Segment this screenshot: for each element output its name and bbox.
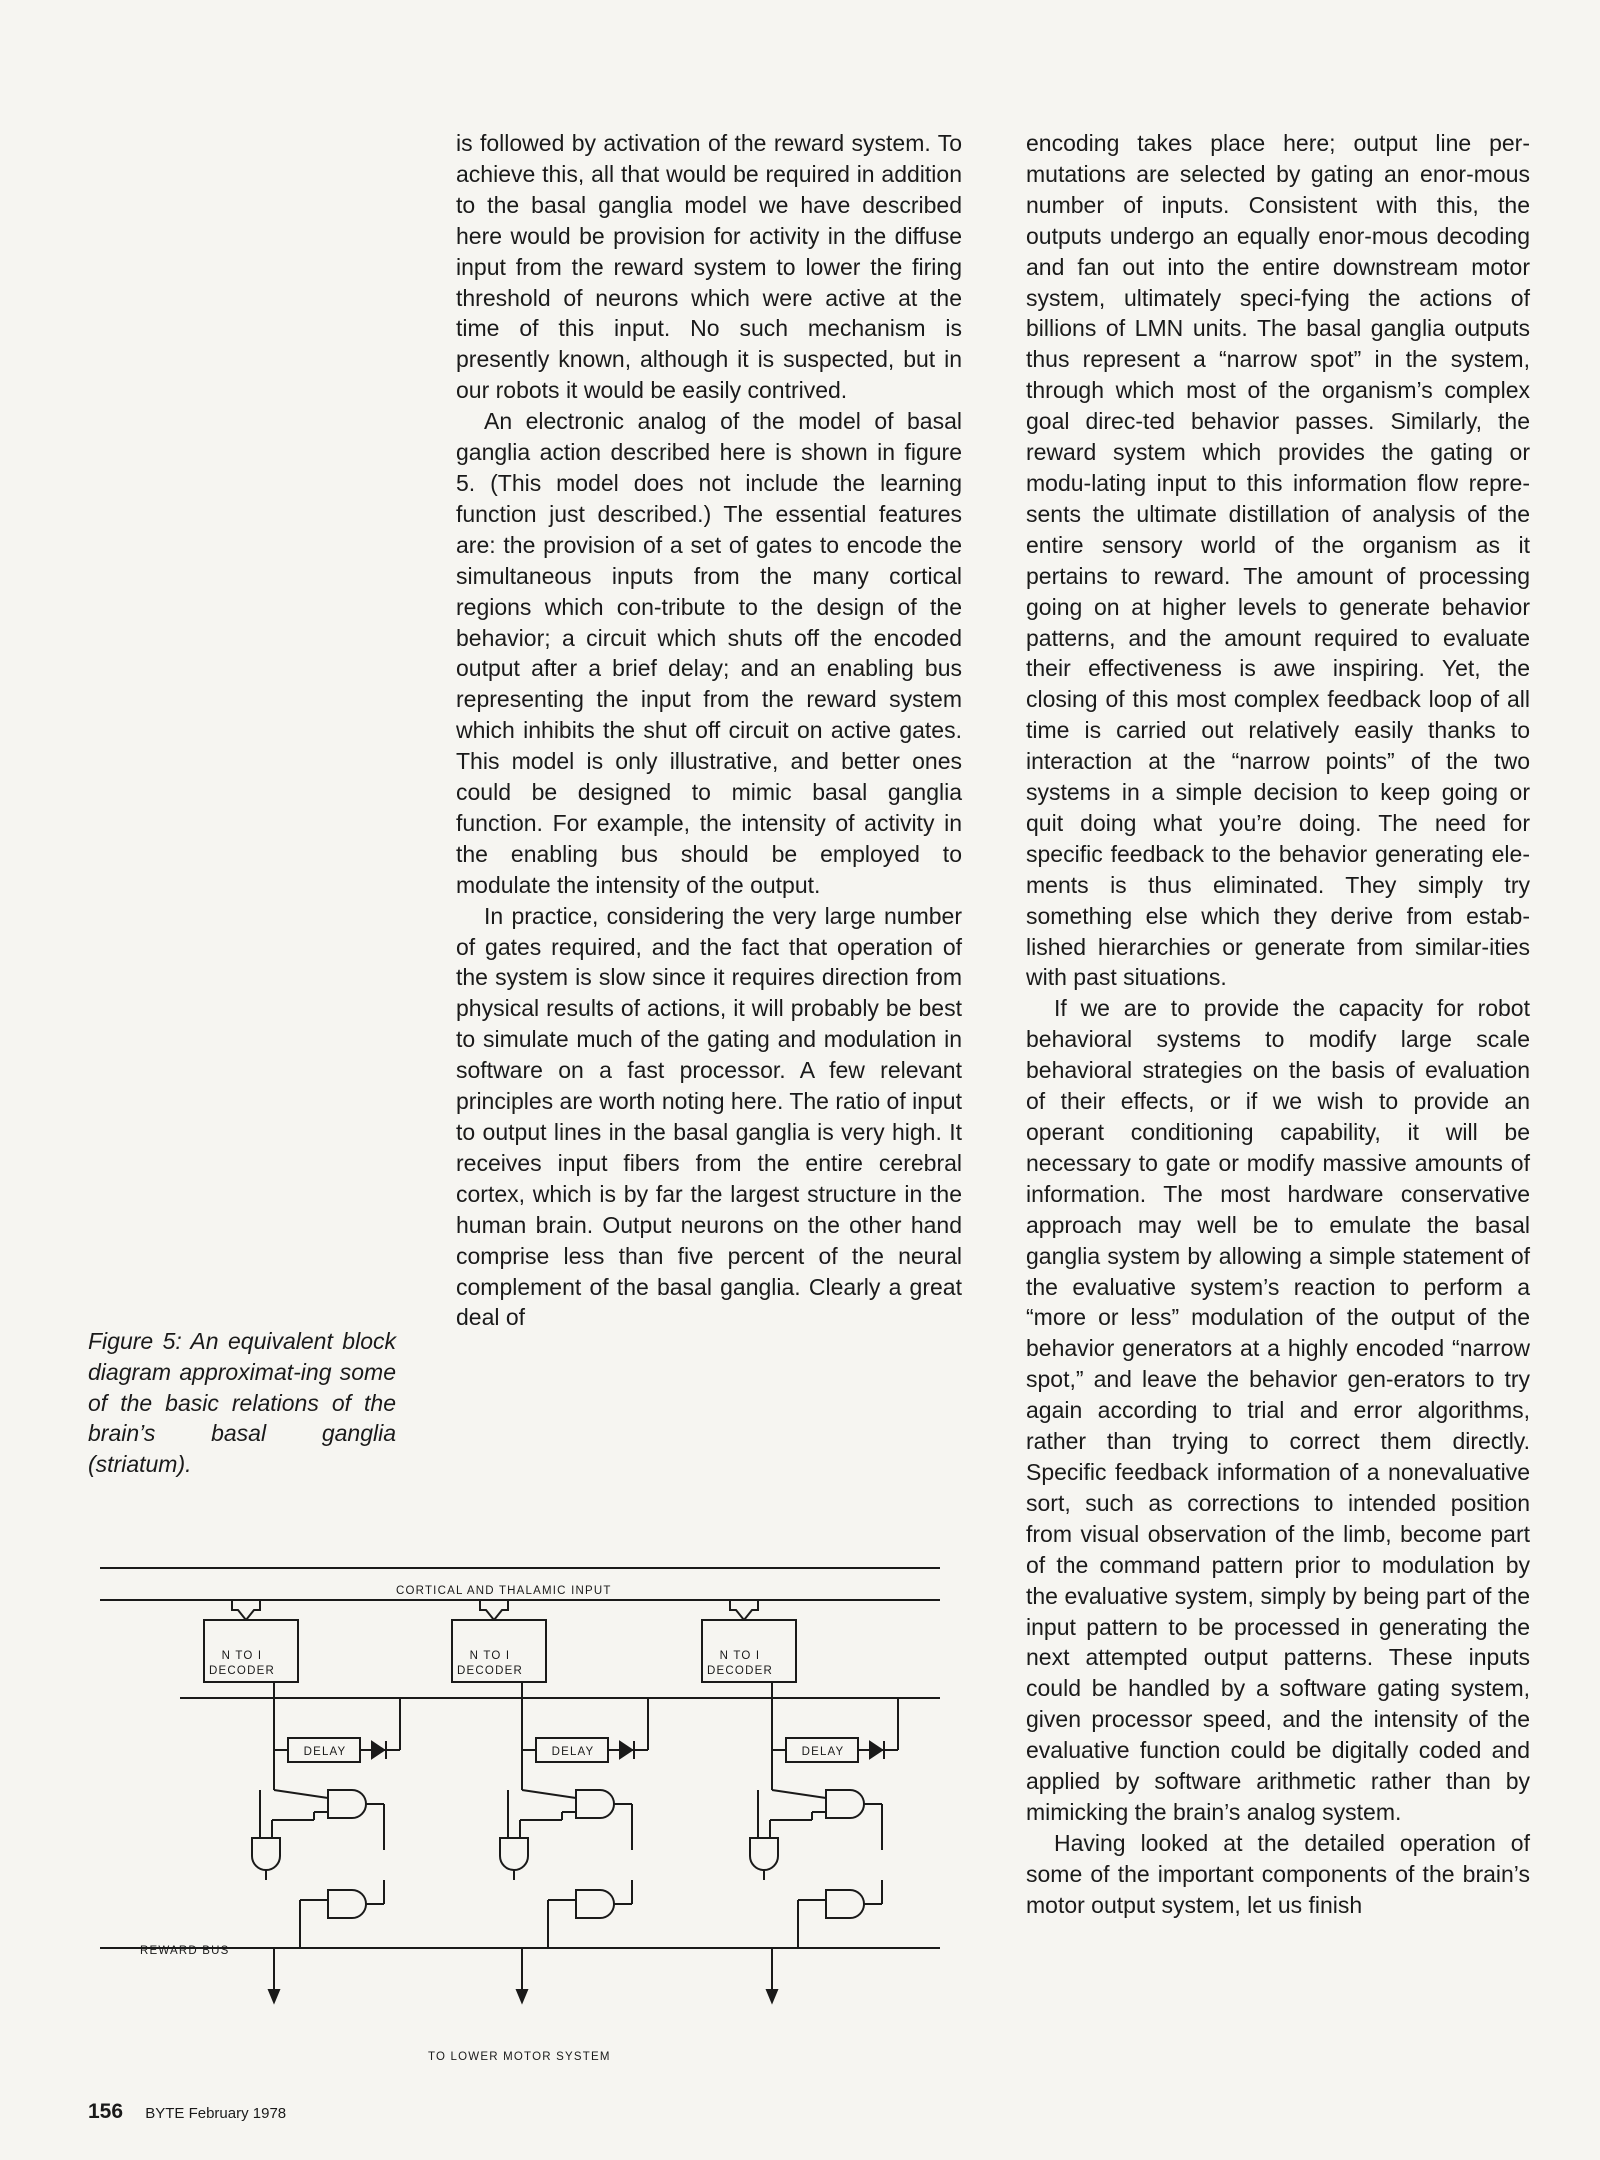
decoder-label: DECODER xyxy=(457,1665,523,1677)
delay-label: DELAY xyxy=(551,1746,595,1758)
decoder-label: DECODER xyxy=(209,1665,275,1677)
article-column-2 xyxy=(1026,128,1530,1921)
paragraph: is followed by activation of the reward system. To achieve this, all that would be required in addition to the basal ganglia model we have described here would be provision for activity in the diffuse input from the reward system to lower the firing threshold of neurons which were active at the time of this input. No such mechanism is presently known, although it is suspected, but in our robots it would be easily contrived. xyxy=(456,130,962,404)
decoder-label: N TO I xyxy=(719,1650,761,1662)
decoder-label: DECODER xyxy=(707,1665,773,1677)
page-footer xyxy=(88,2100,286,2124)
paragraph: If we are to provide the capacity for robot behavioral systems to modify large scale behavioral strategies on the basis of evaluation of their effects, or if we wish to provide an operant conditioning capability, it will be necessary to gate or modify massive amounts of information. The most hardware conservative approach may well be to emulate the basal ganglia system by allowing a simple statement of the evaluative system’s reaction to perform a “more or less” modulation of the output of the behavior generators at a highly encoded “narrow spot,” and leave the behavior gen-erators to try again according to trial and error algorithms, rather than trying to correct them directly. Specific feedback information of a nonevaluative sort, such as corrections to intended position from visual observation of the limb, become part of the command pattern prior to modulation by the evaluative system, simply by being part of the input pattern to be processed in generating the next attempted output patterns. These inputs could be handled by a software gating system, given processor speed, and the intensity of the evaluative function could be digitally coded and applied by software arithmetic rather than by mimicking the brain’s analog system. xyxy=(1026,995,1530,1825)
delay-label: DELAY xyxy=(801,1746,845,1758)
paragraph: An electronic analog of the model of basal ganglia action described here is shown in figure 5. (This model does not include the learning function just described.) The essential features are: the provision of a set of gates to encode the simultaneous inputs from the many cortical regions which con-tribute to the design of the behavior; a circuit which shuts off the encoded output after a brief delay; and an enabling bus representing the input from the reward system which inhibits the shut off circuit on active gates. This model is only illustrative, and better ones could be designed to mimic basal ganglia function. For example, the intensity of activity in the enabling bus should be employed to modulate the intensity of the output. xyxy=(456,408,962,898)
decoder-label: N TO I xyxy=(221,1650,263,1662)
decoder-label: N TO I xyxy=(469,1650,511,1662)
figure-caption: Figure 5: An equivalent block diagram approximat-ing some of the basic relations of the brain’s basal ganglia (striatum). xyxy=(88,1328,396,1478)
article-column-1 xyxy=(456,128,962,1333)
block-diagram xyxy=(100,1550,960,2070)
delay-label: DELAY xyxy=(303,1746,347,1758)
publication-name: BYTE February 1978 xyxy=(145,2105,287,2122)
paragraph: Having looked at the detailed operation of some of the important components of the brain’s motor output system, let us finish xyxy=(1026,1829,1530,1918)
paragraph: In practice, considering the very large number of gates required, and the fact that operation of the system is slow since it requires direction from physical results of actions, it will probably be best to simulate much of the gating and modulation in software on a fast processor. A few relevant principles are worth noting here. The ratio of input to output lines in the basal ganglia is very high. It receives input fibers from the entire cerebral cortex, which is by far the largest structure in the human brain. Output neurons on the other hand comprise less than five percent of the neural complement of the basal ganglia. Clearly a great deal of xyxy=(456,902,962,1331)
output-label: TO LOWER MOTOR SYSTEM xyxy=(428,2051,611,2063)
paragraph: encoding takes place here; output line per-mutations are selected by gating an enor-mous number of inputs. Consistent with this, the outputs undergo an equally enor-mous decoding and fan out into the entire downstream motor system, ultimately speci-fying the actions of billions of LMN units. The basal ganglia outputs thus represent a “narrow spot” in the system, through which most of the organism’s complex goal direc-ted behavior passes. Similarly, the reward system which provides the gating or modu-lating input to this information flow repre-sents the ultimate distillation of analysis of the entire sensory world of the organism as it pertains to reward. The amount of processing going on at higher levels to generate behavior patterns, and the amount required to evaluate their effectiveness is awe inspiring. Yet, the closing of this most complex feedback loop of all time is carried out relatively easily thanks to interaction at the “narrow points” of the two systems in a simple decision to keep going or quit doing what you’re doing. The need for specific feedback to the behavior generating ele-ments is thus eliminated. They simply try something else which they derive from estab-lished hierarchies or generate from similar-ities with past situations. xyxy=(1026,130,1530,991)
page-number: 156 xyxy=(88,2100,124,2123)
cortical-input-label: CORTICAL AND THALAMIC INPUT xyxy=(396,1585,612,1597)
reward-bus-label: REWARD BUS xyxy=(140,1945,230,1957)
